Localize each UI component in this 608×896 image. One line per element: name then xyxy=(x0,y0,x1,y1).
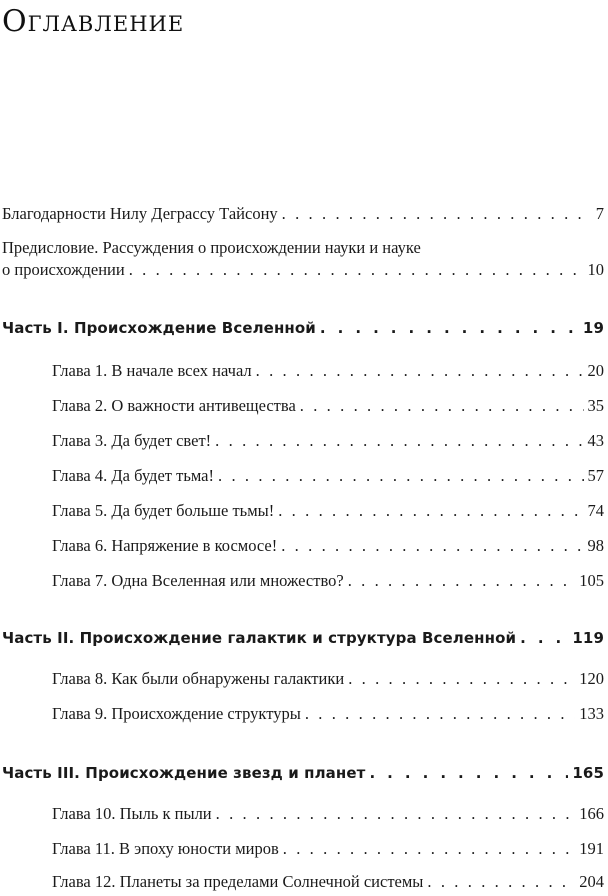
toc-part-3[interactable] xyxy=(2,761,604,785)
toc-part-label: Часть III. Происхождение звезд и планет xyxy=(2,764,366,782)
toc-page-number: 19 xyxy=(582,319,604,337)
dot-leader xyxy=(300,394,584,418)
toc-page-number: 57 xyxy=(587,466,604,485)
toc-chapter-4[interactable] xyxy=(52,464,604,488)
toc-part-label: Часть I. Происхождение Вселенной xyxy=(2,319,316,337)
toc-chapter-label: Глава 6. Напряжение в космосе! xyxy=(52,536,278,555)
toc-entry-label: о происхождении xyxy=(2,260,125,279)
toc-page-number: 165 xyxy=(572,764,604,782)
toc-page-number: 119 xyxy=(572,629,604,647)
dot-leader xyxy=(305,702,575,726)
dot-leader xyxy=(283,837,575,861)
toc-chapter-7[interactable] xyxy=(52,569,604,593)
toc-page-number: 35 xyxy=(587,396,604,415)
toc-chapter-8[interactable] xyxy=(52,667,604,691)
toc-chapter-label: Глава 9. Происхождение структуры xyxy=(52,704,301,723)
toc-chapter-label: Глава 10. Пыль к пыли xyxy=(52,804,212,823)
dot-leader xyxy=(282,202,592,226)
dot-leader xyxy=(427,870,575,894)
toc-page-number: 204 xyxy=(579,872,604,891)
dot-leader xyxy=(348,667,575,691)
toc-chapter-label: Глава 5. Да будет больше тьмы! xyxy=(52,501,275,520)
toc-page-number: 7 xyxy=(595,204,604,223)
toc-chapter-label: Глава 8. Как были обнаружены галактики xyxy=(52,669,345,688)
toc-chapter-label: Глава 4. Да будет тьма! xyxy=(52,466,214,485)
dot-leader xyxy=(215,429,583,453)
toc-chapter-12[interactable] xyxy=(52,870,604,894)
toc-page-number: 133 xyxy=(579,704,604,723)
toc-chapter-label: Глава 12. Планеты за пределами Солнечной системы xyxy=(52,872,424,891)
toc-page-number: 191 xyxy=(579,839,604,858)
toc-chapter-1[interactable] xyxy=(52,359,604,383)
dot-leader xyxy=(256,359,584,383)
toc-entry-preface[interactable] xyxy=(2,258,604,282)
toc-page-number: 98 xyxy=(587,536,604,555)
toc-chapter-label: Глава 7. Одна Вселенная или множество? xyxy=(52,571,344,590)
toc-chapter-3[interactable] xyxy=(52,429,604,453)
dot-leader xyxy=(320,316,579,340)
dot-leader xyxy=(216,802,576,826)
toc-page-number: 120 xyxy=(579,669,604,688)
toc-chapter-6[interactable] xyxy=(52,534,604,558)
toc-chapter-9[interactable] xyxy=(52,702,604,726)
toc-entry-preface-line1[interactable]: Предисловие. Рассуждения о происхождении науки и науке xyxy=(2,238,421,257)
toc-page-number: 10 xyxy=(587,260,604,279)
toc-entry-acknowledgements[interactable] xyxy=(2,202,604,226)
toc-page-number: 105 xyxy=(579,571,604,590)
toc-part-2[interactable] xyxy=(2,626,604,650)
toc-chapter-label: Глава 2. О важности антивещества xyxy=(52,396,296,415)
toc-page-number: 43 xyxy=(587,431,604,450)
toc-chapter-11[interactable] xyxy=(52,837,604,861)
dot-leader xyxy=(218,464,584,488)
toc-page-number: 166 xyxy=(579,804,604,823)
dot-leader xyxy=(281,534,583,558)
toc-chapter-10[interactable] xyxy=(52,802,604,826)
dot-leader xyxy=(129,258,584,282)
toc-chapter-5[interactable] xyxy=(52,499,604,523)
toc-page-number: 20 xyxy=(587,361,604,380)
page-title: Оглавление xyxy=(2,4,185,39)
toc-chapter-label: Глава 1. В начале всех начал xyxy=(52,361,252,380)
toc-chapter-2[interactable] xyxy=(52,394,604,418)
dot-leader xyxy=(369,761,568,785)
toc-chapter-label: Глава 11. В эпоху юности миров xyxy=(52,839,279,858)
dot-leader xyxy=(520,626,568,650)
toc-part-1[interactable] xyxy=(2,316,604,340)
toc-page-number: 74 xyxy=(587,501,604,520)
dot-leader xyxy=(348,569,576,593)
toc-chapter-label: Глава 3. Да будет свет! xyxy=(52,431,212,450)
toc-entry-label: Благодарности Нилу Деграссу Тайсону xyxy=(2,204,278,223)
dot-leader xyxy=(278,499,583,523)
toc-part-label: Часть II. Происхождение галактик и структура Вселенной xyxy=(2,629,517,647)
